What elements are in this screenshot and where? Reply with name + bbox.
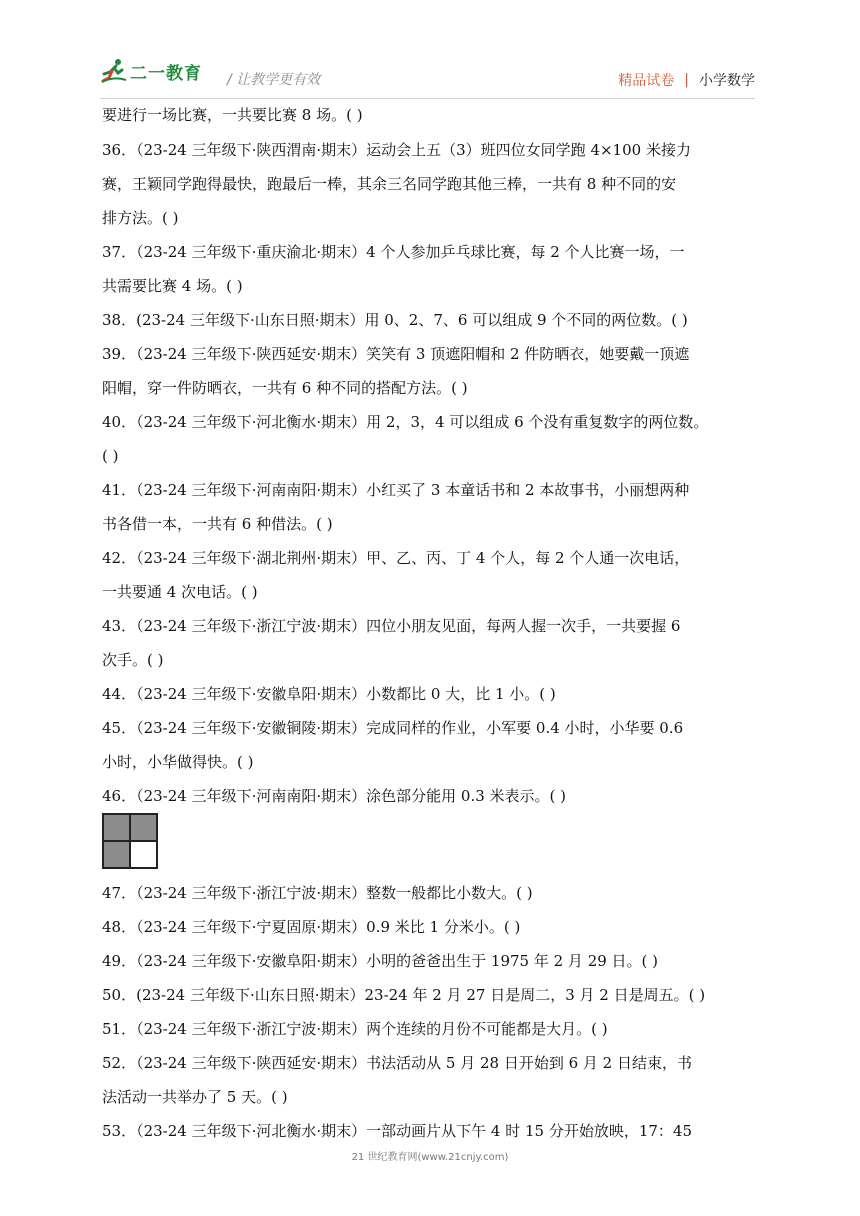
header-divider: [100, 98, 755, 99]
text-line: 法活动一共举办了 5 天。( ): [102, 1088, 288, 1106]
logo-text: 二一教育: [130, 63, 202, 84]
text-line: 36．（23-24 三年级下·陕西渭南·期末）运动会上五（3）班四位女同学跑 4×100 米接力: [102, 141, 691, 159]
text-line: 共需要比赛 4 场。( ): [102, 277, 243, 295]
text-line: 37．（23-24 三年级下·重庆渝北·期末）4 个人参加乒乓球比赛，每 2 个人比赛一场，一: [102, 243, 685, 261]
shaded-square-figure: [102, 813, 158, 869]
text-line: 51．（23-24 三年级下·浙江宁波·期末）两个连续的月份不可能都是大月。( ): [102, 1020, 608, 1038]
grid-cell-blank: [130, 841, 157, 868]
text-line: 39．（23-24 三年级下·陕西延安·期末）笑笑有 3 顶遮阳帽和 2 件防晒衣，她要戴一顶遮: [102, 345, 690, 363]
text-line: 赛，王颖同学跑得最快，跑最后一棒，其余三名同学跑其他三棒，一共有 8 种不同的安: [102, 175, 677, 193]
grid-cell-shaded: [130, 814, 157, 841]
runner-logo-icon: [100, 58, 128, 84]
text-line: 一共要通 4 次电话。( ): [102, 583, 258, 601]
text-line: 书各借一本，一共有 6 种借法。( ): [102, 515, 333, 533]
text-line: 48．（23-24 三年级下·宁夏固原·期末）0.9 米比 1 分米小。( ): [102, 918, 521, 936]
text-line: 41．（23-24 三年级下·河南南阳·期末）小红买了 3 本童话书和 2 本故事书，小丽想两种: [102, 481, 690, 499]
text-line: 38．(23-24 三年级下·山东日照·期末）用 0、2、7、6 可以组成 9 个不同的两位数。( ): [102, 311, 688, 329]
text-line: 46．（23-24 三年级下·河南南阳·期末）涂色部分能用 0.3 米表示。( ): [102, 787, 566, 805]
text-line: 45．（23-24 三年级下·安徽铜陵·期末）完成同样的作业，小军要 0.4 小时，小华要 0.6: [102, 719, 684, 737]
text-line: ( ): [102, 447, 119, 465]
header-separator: |: [684, 72, 689, 88]
text-line: 53．（23-24 三年级下·河北衡水·期末）一部动画片从下午 4 时 15 分开始放映，17：45: [102, 1122, 693, 1140]
page-header: [100, 58, 755, 98]
text-line: 40．（23-24 三年级下·河北衡水·期末）用 2，3，4 可以组成 6 个没有重复数字的两位数。: [102, 413, 709, 431]
text-line: 49．（23-24 三年级下·安徽阜阳·期末）小明的爸爸出生于 1975 年 2 月 29 日。( ): [102, 952, 659, 970]
grid-cell-shaded: [103, 841, 130, 868]
text-line: 52．（23-24 三年级下·陕西延安·期末）书法活动从 5 月 28 日开始到 6 月 2 日结束，书: [102, 1054, 692, 1072]
text-line: 排方法。( ): [102, 209, 179, 227]
text-line: 42．（23-24 三年级下·湖北荆州·期末）甲、乙、丙、丁 4 个人，每 2 个人通一次电话，: [102, 549, 690, 567]
text-line: 阳帽，穿一件防晒衣，一共有 6 种不同的搭配方法。( ): [102, 379, 468, 397]
page-footer: 21 世纪教育网(www.21cnjy.com): [351, 1152, 509, 1163]
grid-cell-shaded: [103, 814, 130, 841]
text-line: 次手。( ): [102, 651, 164, 669]
slogan: / 让教学更有效: [227, 72, 321, 88]
text-line: 47．（23-24 三年级下·浙江宁波·期末）整数一般都比小数大。( ): [102, 884, 533, 902]
text-line: 要进行一场比赛，一共要比赛 8 场。( ): [102, 106, 363, 124]
text-line: 小时，小华做得快。( ): [102, 753, 254, 771]
text-line: 50．(23-24 三年级下·山东日照·期末）23-24 年 2 月 27 日是周二，3 月 2 日是周五。( ): [102, 986, 706, 1004]
subject-label: 小学数学: [699, 73, 755, 89]
header-right: [618, 70, 755, 90]
text-line: 44．（23-24 三年级下·安徽阜阳·期末）小数都比 0 大，比 1 小。( ): [102, 685, 556, 703]
brand-label: 精品试卷: [618, 73, 675, 89]
text-line: 43．（23-24 三年级下·浙江宁波·期末）四位小朋友见面，每两人握一次手，一共要握 6: [102, 617, 681, 635]
logo: [100, 58, 202, 84]
